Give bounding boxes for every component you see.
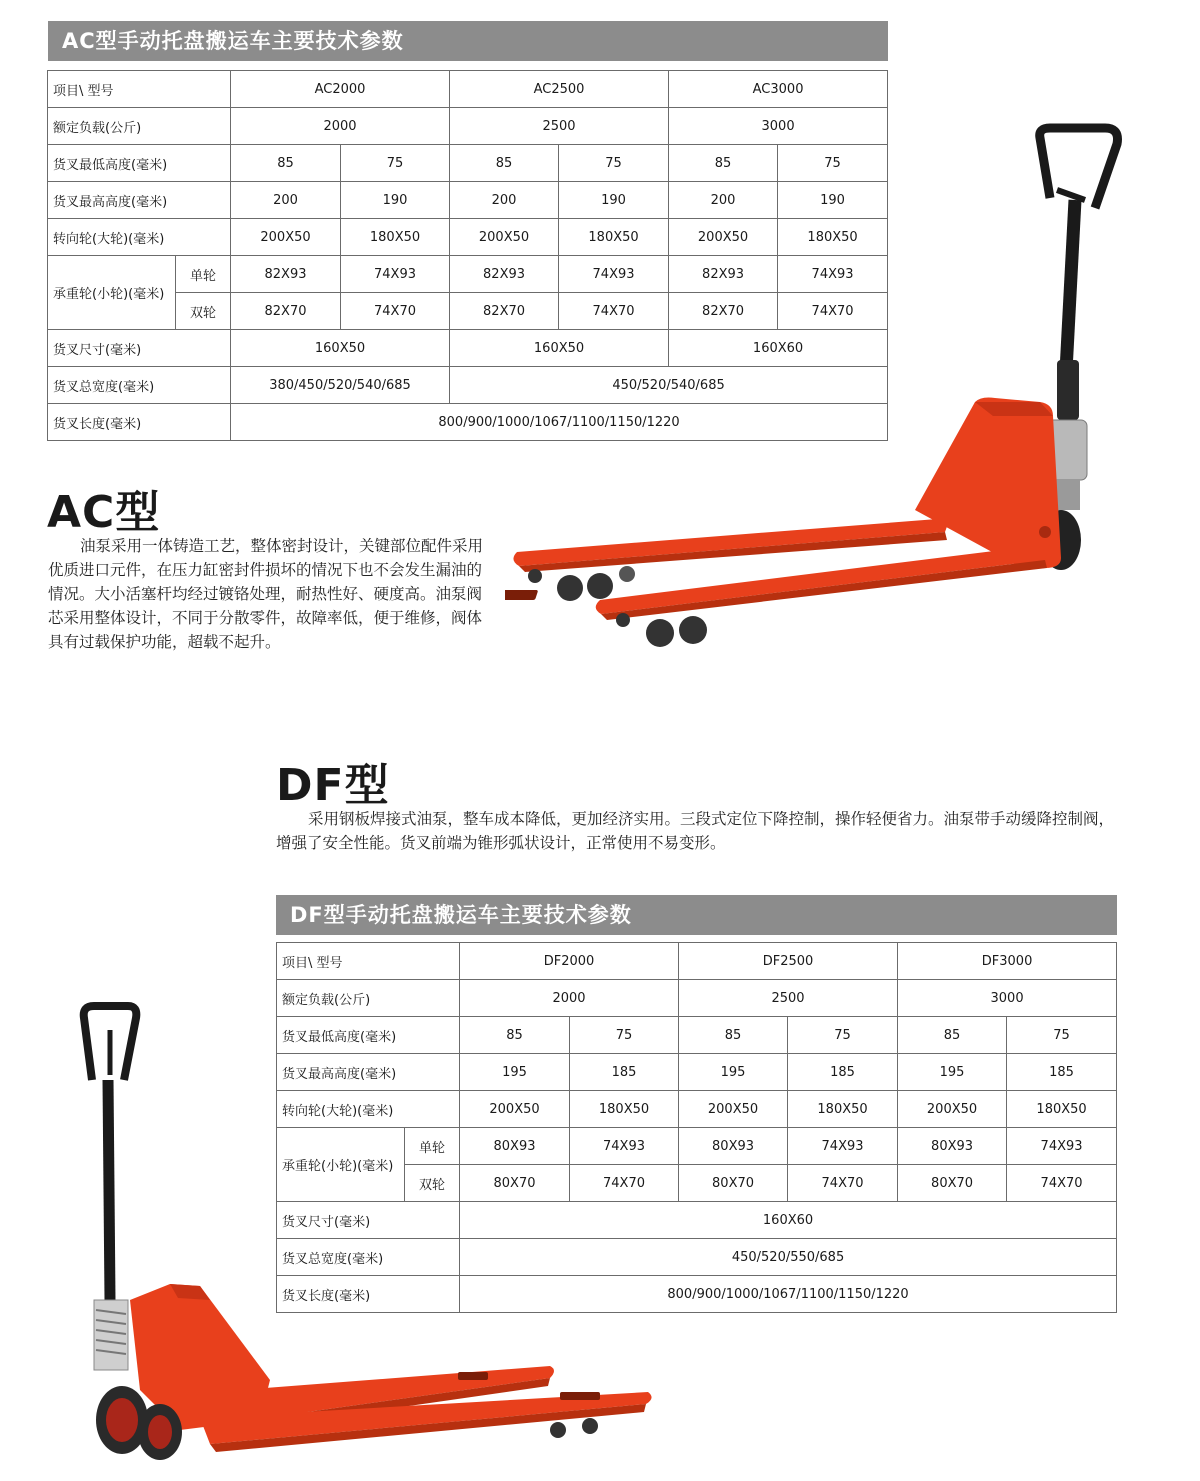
cell: 2500 (450, 108, 669, 145)
row-label: 承重轮(小轮)(毫米) (48, 256, 176, 330)
sub-label: 双轮 (405, 1165, 460, 1202)
row-label: 承重轮(小轮)(毫米) (277, 1128, 405, 1202)
cell: 74X93 (1007, 1128, 1117, 1165)
cell: 200X50 (898, 1091, 1007, 1128)
cell: 380/450/520/540/685 (231, 367, 450, 404)
cell: 180X50 (570, 1091, 679, 1128)
cell: 82X93 (231, 256, 341, 293)
cell: 75 (559, 145, 669, 182)
row-label: 货叉总宽度(毫米) (48, 367, 231, 404)
row-label: 货叉最低高度(毫米) (277, 1017, 460, 1054)
cell: 160X60 (669, 330, 888, 367)
cell: 80X70 (460, 1165, 570, 1202)
cell: 190 (341, 182, 450, 219)
cell: 74X93 (788, 1128, 898, 1165)
row-label: 货叉长度(毫米) (48, 404, 231, 441)
cell: 190 (778, 182, 888, 219)
row-label: 货叉最高高度(毫米) (277, 1054, 460, 1091)
cell: 2500 (679, 980, 898, 1017)
model-ac3000: AC3000 (669, 71, 888, 108)
cell: 74X70 (341, 293, 450, 330)
cell: 82X70 (450, 293, 559, 330)
cell: 75 (788, 1017, 898, 1054)
cell: 200X50 (679, 1091, 788, 1128)
row-label: 额定负载(公斤) (277, 980, 460, 1017)
cell: 74X70 (788, 1165, 898, 1202)
cell: 160X50 (231, 330, 450, 367)
sub-label: 双轮 (176, 293, 231, 330)
cell: 180X50 (341, 219, 450, 256)
row-label: 转向轮(大轮)(毫米) (48, 219, 231, 256)
cell: 180X50 (778, 219, 888, 256)
header-label: 项目\ 型号 (277, 943, 460, 980)
cell: 74X93 (778, 256, 888, 293)
ac-spec-banner: AC型手动托盘搬运车主要技术参数 (48, 21, 888, 61)
cell: 82X70 (231, 293, 341, 330)
model-ac2000: AC2000 (231, 71, 450, 108)
row-label: 货叉长度(毫米) (277, 1276, 460, 1313)
table-row (277, 943, 1117, 980)
cell: 200 (231, 182, 341, 219)
cell: 160X50 (450, 330, 669, 367)
df-description: 采用钢板焊接式油泵，整车成本降低，更加经济实用。三段式定位下降控制，操作轻便省力。油泵带手动缓降控制阀，增强了安全性能。货叉前端为锥形弧状设计，正常使用不易变形。 (276, 810, 1115, 852)
cell: 195 (898, 1054, 1007, 1091)
model-df2500: DF2500 (679, 943, 898, 980)
cell: 74X93 (341, 256, 450, 293)
cell: 200 (669, 182, 778, 219)
cell: 200X50 (450, 219, 559, 256)
cell: 80X70 (898, 1165, 1007, 1202)
model-ac2500: AC2500 (450, 71, 669, 108)
cell: 75 (1007, 1017, 1117, 1054)
df-spec-banner: DF型手动托盘搬运车主要技术参数 (276, 895, 1117, 935)
sub-label: 单轮 (176, 256, 231, 293)
cell: 75 (778, 145, 888, 182)
cell: 180X50 (559, 219, 669, 256)
cell: 180X50 (1007, 1091, 1117, 1128)
row-label: 额定负载(公斤) (48, 108, 231, 145)
cell: 85 (898, 1017, 1007, 1054)
cell: 85 (460, 1017, 570, 1054)
cell: 450/520/550/685 (460, 1239, 1117, 1276)
cell: 2000 (231, 108, 450, 145)
row-label: 货叉最高高度(毫米) (48, 182, 231, 219)
cell: 85 (679, 1017, 788, 1054)
row-label: 转向轮(大轮)(毫米) (277, 1091, 460, 1128)
ac-heading: AC型 (47, 487, 161, 538)
cell: 80X70 (679, 1165, 788, 1202)
cell: 160X60 (460, 1202, 1117, 1239)
cell: 82X70 (669, 293, 778, 330)
cell: 800/900/1000/1067/1100/1150/1220 (231, 404, 888, 441)
row-label: 货叉尺寸(毫米) (48, 330, 231, 367)
cell: 200X50 (231, 219, 341, 256)
row-label: 货叉最低高度(毫米) (48, 145, 231, 182)
cell: 3000 (669, 108, 888, 145)
cell: 185 (788, 1054, 898, 1091)
cell: 85 (669, 145, 778, 182)
cell: 3000 (898, 980, 1117, 1017)
cell: 195 (460, 1054, 570, 1091)
cell: 200X50 (460, 1091, 570, 1128)
cell: 200 (450, 182, 559, 219)
cell: 185 (1007, 1054, 1117, 1091)
table-row (48, 71, 888, 108)
model-df2000: DF2000 (460, 943, 679, 980)
cell: 800/900/1000/1067/1100/1150/1220 (460, 1276, 1117, 1313)
cell: 85 (231, 145, 341, 182)
ac-description: 油泵采用一体铸造工艺，整体密封设计，关键部位配件采用优质进口元件，在压力缸密封件损坏的情况下也不会发生漏油的情况。大小活塞杆均经过镀铬处理，耐热性好、硬度高。油泵阀芯采用整体设计，不同于分散零件，故障率低，便于维修，阀体具有过载保护功能，超载不起升。 (48, 537, 484, 651)
cell: 450/520/540/685 (450, 367, 888, 404)
cell: 200X50 (669, 219, 778, 256)
df-pallet-truck-image (70, 1000, 660, 1470)
sub-label: 单轮 (405, 1128, 460, 1165)
cell: 82X93 (450, 256, 559, 293)
header-label: 项目\ 型号 (48, 71, 231, 108)
df-heading: DF型 (276, 760, 390, 811)
cell: 80X93 (679, 1128, 788, 1165)
cell: 185 (570, 1054, 679, 1091)
row-label: 货叉尺寸(毫米) (277, 1202, 460, 1239)
cell: 74X70 (778, 293, 888, 330)
cell: 75 (570, 1017, 679, 1054)
cell: 180X50 (788, 1091, 898, 1128)
cell: 190 (559, 182, 669, 219)
cell: 2000 (460, 980, 679, 1017)
cell: 82X93 (669, 256, 778, 293)
cell: 74X93 (570, 1128, 679, 1165)
cell: 74X93 (559, 256, 669, 293)
cell: 74X70 (1007, 1165, 1117, 1202)
cell: 80X93 (460, 1128, 570, 1165)
cell: 74X70 (570, 1165, 679, 1202)
cell: 80X93 (898, 1128, 1007, 1165)
cell: 74X70 (559, 293, 669, 330)
cell: 195 (679, 1054, 788, 1091)
model-df3000: DF3000 (898, 943, 1117, 980)
cell: 85 (450, 145, 559, 182)
row-label: 货叉总宽度(毫米) (277, 1239, 460, 1276)
ac-pallet-truck-image (505, 120, 1135, 655)
cell: 75 (341, 145, 450, 182)
